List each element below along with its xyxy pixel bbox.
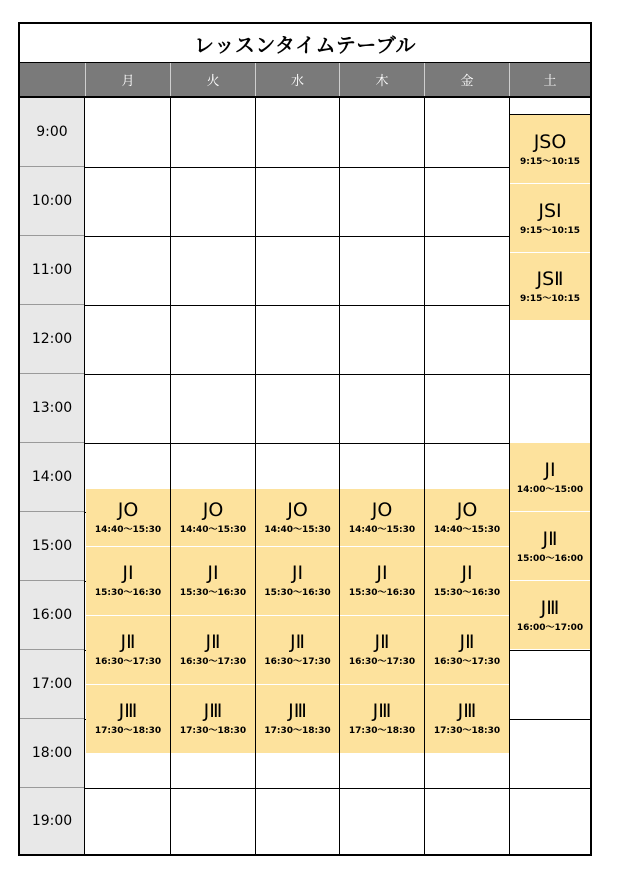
- day-header-mon: 月: [85, 63, 170, 96]
- lesson-name: JⅠ: [376, 562, 388, 584]
- lesson-name: JO: [202, 498, 224, 521]
- day-header-tue: 火: [170, 63, 255, 96]
- lesson-block: [425, 685, 509, 754]
- grid-line: [85, 788, 590, 789]
- lesson-time: 16:30～17:30: [433, 657, 501, 667]
- lesson-time: 15:30～16:30: [264, 588, 331, 598]
- lesson-time: 17:30～18:30: [264, 726, 331, 736]
- lesson-name: JⅢ: [118, 700, 138, 722]
- lesson-name: JⅡ: [459, 631, 475, 653]
- lesson-name: JSO: [533, 130, 567, 153]
- time-label: 18:00: [20, 719, 84, 788]
- lesson-name: JⅢ: [457, 700, 477, 722]
- lesson-time: 14:40～15:30: [94, 524, 162, 535]
- lesson-time: 9:15～10:15: [519, 294, 581, 304]
- lesson-block: [256, 489, 339, 547]
- lesson-time: 14:40～15:30: [179, 524, 247, 535]
- lesson-time: 16:30～17:30: [179, 657, 247, 667]
- lesson-time: 16:30～17:30: [348, 657, 416, 667]
- time-label: 17:00: [20, 650, 84, 719]
- time-label: 13:00: [20, 374, 84, 443]
- lesson-block: [510, 443, 590, 512]
- day-header-fri: 金: [424, 63, 509, 96]
- day-header-sat: 土: [509, 63, 590, 96]
- time-label: 16:00: [20, 581, 84, 650]
- lesson-name: JⅠ: [461, 562, 473, 584]
- lesson-time: 15:30～16:30: [94, 588, 162, 598]
- lesson-time: 15:30～16:30: [179, 588, 247, 598]
- lesson-block: [340, 547, 424, 616]
- lesson-block: [256, 547, 339, 616]
- lesson-name: JO: [456, 498, 478, 521]
- lesson-time: 16:00～17:00: [516, 622, 584, 633]
- lesson-time: 9:15～10:15: [519, 156, 581, 167]
- lesson-time: 16:30～17:30: [264, 657, 331, 667]
- lesson-name: JO: [371, 498, 393, 521]
- lesson-time: 14:00～15:00: [516, 484, 584, 495]
- lesson-name: JⅡ: [205, 631, 221, 653]
- lesson-block: [171, 616, 255, 685]
- lesson-block: [86, 547, 170, 616]
- lesson-block: [256, 616, 339, 685]
- lesson-block: [425, 547, 509, 616]
- lesson-block: [510, 184, 590, 253]
- time-label: 14:00: [20, 443, 84, 512]
- lesson-block: [340, 685, 424, 754]
- lesson-time: 17:30～18:30: [179, 726, 247, 736]
- lesson-name: JⅢ: [540, 596, 560, 619]
- lesson-block: [340, 489, 424, 547]
- lesson-block: [510, 512, 590, 581]
- time-label: 9:00: [20, 98, 84, 167]
- lesson-name: JⅠ: [122, 562, 134, 584]
- lesson-time: 14:40～15:30: [264, 524, 331, 535]
- lesson-block: [86, 685, 170, 754]
- time-label: 10:00: [20, 167, 84, 236]
- lesson-name: JO: [117, 498, 139, 521]
- time-label: 12:00: [20, 305, 84, 374]
- lesson-block: [425, 489, 509, 547]
- header-corner: [20, 63, 84, 96]
- lesson-block: [510, 581, 590, 650]
- lesson-time: 14:40～15:30: [348, 524, 416, 535]
- time-label: 15:00: [20, 512, 84, 581]
- lesson-name: JⅠ: [207, 562, 219, 584]
- lesson-time: 17:30～18:30: [94, 726, 162, 736]
- page-title: レッスンタイムテーブル: [20, 24, 590, 63]
- day-header-thu: 木: [339, 63, 424, 96]
- lesson-time: 14:40～15:30: [433, 524, 501, 535]
- lesson-name: JⅡ: [542, 527, 558, 550]
- lesson-block: [171, 489, 255, 547]
- lesson-name: JⅠ: [291, 562, 304, 584]
- lesson-name: JⅡ: [120, 631, 136, 653]
- time-label: 19:00: [20, 788, 84, 854]
- grid-line: [85, 374, 590, 375]
- time-label: 11:00: [20, 236, 84, 305]
- lesson-name: JSⅠ: [538, 199, 562, 222]
- lesson-block: [510, 115, 590, 184]
- lesson-block: [425, 616, 509, 685]
- lesson-block: [171, 547, 255, 616]
- lesson-name: JSⅡ: [536, 268, 564, 290]
- lesson-name: JⅡ: [374, 631, 390, 653]
- lesson-name: JⅢ: [372, 700, 392, 722]
- lesson-block: [86, 489, 170, 547]
- lesson-block: [340, 616, 424, 685]
- lesson-time: 15:00～16:00: [516, 553, 584, 564]
- lesson-time: 15:30～16:30: [348, 588, 416, 598]
- lesson-name: JⅡ: [290, 631, 305, 653]
- lesson-block: [256, 685, 339, 754]
- day-header-row: [20, 63, 590, 98]
- lesson-time: 17:30～18:30: [348, 726, 416, 736]
- lesson-block: [171, 685, 255, 754]
- lesson-block: [510, 253, 590, 321]
- time-column: [20, 98, 84, 854]
- lesson-block: [86, 616, 170, 685]
- lesson-time: 17:30～18:30: [433, 726, 501, 736]
- lesson-time: 9:15～10:15: [519, 225, 581, 236]
- lesson-name: JO: [287, 498, 308, 521]
- lesson-time: 16:30～17:30: [94, 657, 162, 667]
- lesson-name: JⅢ: [203, 700, 223, 722]
- timetable: [18, 22, 592, 856]
- lesson-name: JⅢ: [288, 700, 307, 722]
- lesson-name: JⅠ: [544, 458, 556, 481]
- time-column-border: [84, 98, 85, 854]
- day-header-wed: 水: [255, 63, 339, 96]
- lesson-time: 15:30～16:30: [433, 588, 501, 598]
